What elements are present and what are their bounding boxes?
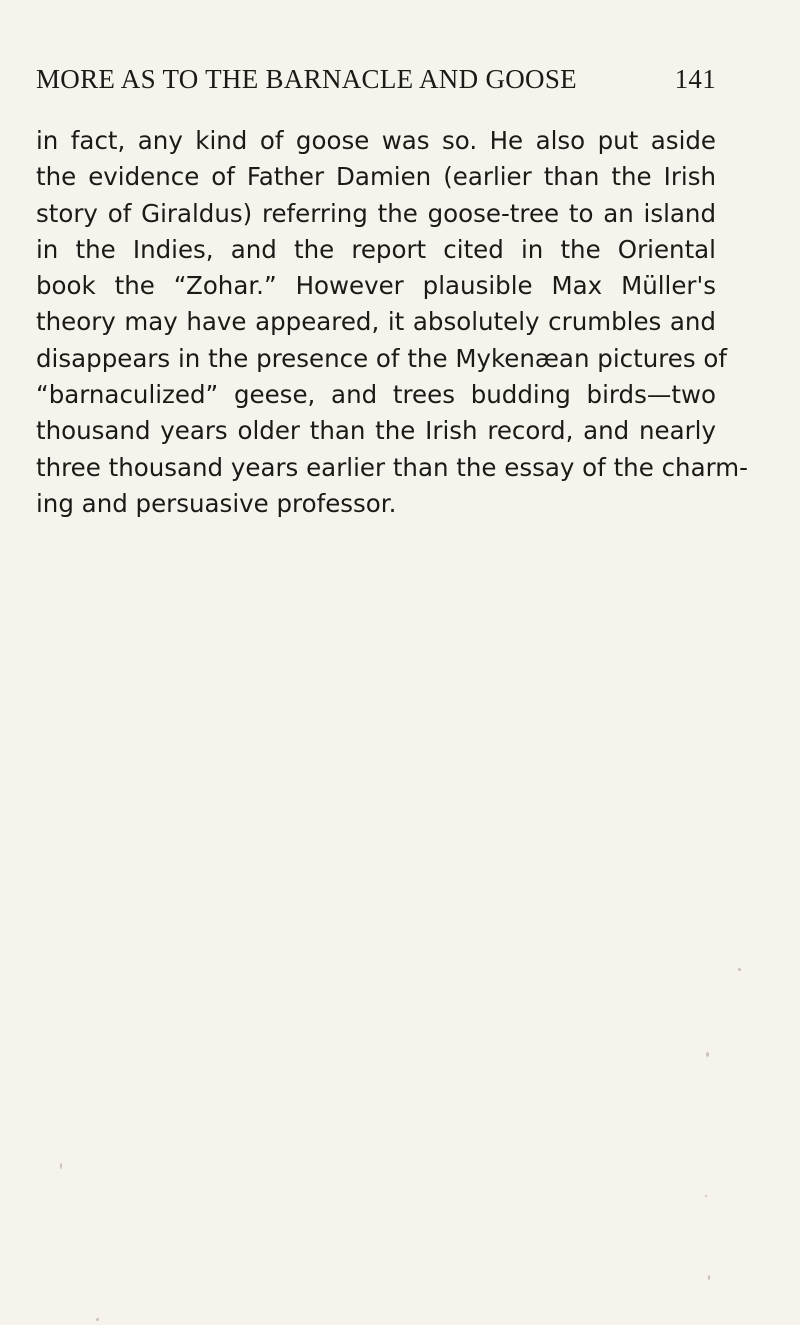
running-head-title: MORE AS TO THE BARNACLE AND GOOSE xyxy=(36,64,577,94)
text-line: three thousand years earlier than the essay of the charm- xyxy=(36,452,748,482)
text-line: story of Giraldus) referring the goose-tree to an island xyxy=(36,198,716,228)
text-line: the evidence of Father Damien (earlier than the Irish xyxy=(36,162,716,192)
running-head xyxy=(36,64,716,114)
text-line: in fact, any kind of goose was so. He also put aside xyxy=(36,126,716,155)
paper-speck xyxy=(708,1275,710,1280)
paper-speck xyxy=(96,1318,99,1321)
paper-speck xyxy=(60,1163,62,1169)
page-number: 141 xyxy=(674,64,716,94)
paper-speck xyxy=(706,1052,709,1057)
text-line: ing and persuasive professor. xyxy=(36,488,397,518)
text-line: thousand years older than the Irish record, and nearly xyxy=(36,416,716,446)
body-paragraph xyxy=(36,123,748,522)
text-line: “barnaculized” geese, and trees budding birds—two xyxy=(36,380,716,410)
text-line: disappears in the presence of the Mykenæan pictures of xyxy=(36,343,728,373)
text-line: theory may have appeared, it absolutely crumbles and xyxy=(36,307,716,337)
text-line: in the Indies, and the report cited in the Oriental xyxy=(36,234,716,264)
paper-speck xyxy=(705,1195,707,1197)
text-line: book the “Zohar.” However plausible Max Müller's xyxy=(36,271,716,301)
paper-speck xyxy=(738,968,741,971)
